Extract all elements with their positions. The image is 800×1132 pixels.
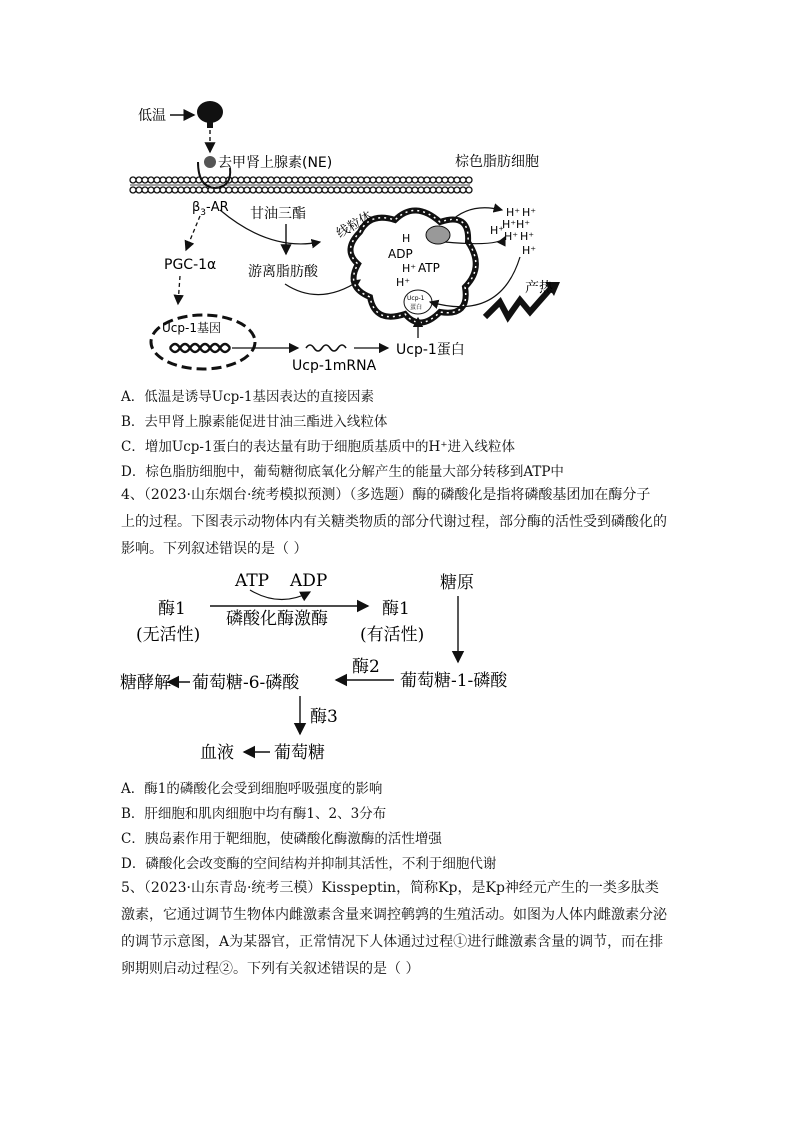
triglyceride-label: 甘油三酯 bbox=[250, 206, 306, 222]
ucp-small-label: Ucp-1 bbox=[407, 295, 425, 302]
h-ion-label: H⁺ bbox=[402, 262, 417, 275]
glycolysis-label: 糖酵解 bbox=[120, 673, 171, 693]
svg-text:H⁺: H⁺ bbox=[516, 218, 531, 231]
low-temp-label: 低温 bbox=[138, 108, 166, 124]
ne-label: 去甲肾上腺素(NE) bbox=[218, 155, 333, 171]
q4-option-b: B．肝细胞和肌肉细胞中均有酶1、2、3分布 bbox=[121, 806, 387, 822]
svg-text:H⁺: H⁺ bbox=[522, 244, 537, 257]
q3-option-a: A．低温是诱导Ucp-1基因表达的直接因素 bbox=[121, 389, 374, 405]
ucp-small-label: 蛋白 bbox=[410, 304, 423, 311]
cell-membrane bbox=[130, 177, 472, 193]
adp-label: ADP bbox=[388, 247, 413, 261]
h-ion-label: H⁺ bbox=[396, 276, 411, 289]
q4-stem bbox=[121, 482, 691, 563]
svg-text:H⁺: H⁺ bbox=[506, 206, 521, 219]
q5-line: 5、（2023·山东青岛·统考三模）Kisspeptin，简称Kp，是Kp神经元产生的一类多肽类 bbox=[121, 880, 659, 896]
glycogen-label: 糖原 bbox=[440, 573, 474, 593]
svg-text:H⁺: H⁺ bbox=[502, 218, 517, 231]
dna-icon bbox=[170, 344, 230, 352]
glycogen-metabolism-diagram bbox=[120, 566, 540, 776]
cell-label: 棕色脂肪细胞 bbox=[455, 154, 539, 170]
q4-line: 4、（2023·山东烟台·统考模拟预测）（多选题）酶的磷酸化是指将磷酸基团加在酶分子 bbox=[121, 487, 651, 503]
inactive-label: (无活性) bbox=[136, 625, 201, 645]
enzyme1-active-label: 酶1 bbox=[382, 599, 410, 619]
g1p-label: 葡萄糖-1-磷酸 bbox=[400, 671, 508, 691]
ffa-label: 游离脂肪酸 bbox=[248, 264, 318, 280]
q5-line: 的调节示意图，A为某器官，正常情况下人体通过过程①进行雌激素含量的调节，而在排 bbox=[121, 934, 664, 950]
enzyme1-inactive-label: 酶1 bbox=[158, 599, 186, 619]
proton-cluster bbox=[490, 206, 536, 257]
enzyme2-label: 酶2 bbox=[352, 657, 380, 677]
h-ion-label: H bbox=[402, 232, 411, 245]
q3-option-c: C．增加Ucp-1蛋白的表达量有助于细胞质基质中的H⁺进入线粒体 bbox=[121, 439, 515, 455]
g6p-label: 葡萄糖-6-磷酸 bbox=[192, 673, 300, 693]
svg-text:H⁺: H⁺ bbox=[504, 230, 519, 243]
kinase-label: 磷酸化酶激酶 bbox=[226, 609, 328, 629]
q4-line: 上的过程。下图表示动物体内有关糖类物质的部分代谢过程，部分酶的活性受到磷酸化的 bbox=[121, 514, 667, 530]
enzyme3-label: 酶3 bbox=[310, 707, 338, 727]
atp-label: ATP bbox=[418, 261, 440, 275]
q4-option-a: A．酶1的磷酸化会受到细胞呼吸强度的影响 bbox=[121, 781, 383, 797]
q4-option-c: C．胰岛素作用于靶细胞，使磷酸化酶激酶的活性增强 bbox=[121, 831, 442, 847]
mrna-icon bbox=[306, 345, 346, 351]
brown-fat-cell-diagram bbox=[120, 92, 590, 377]
receptor-label: $\beta_3-AR$ bbox=[192, 200, 229, 218]
q3-option-b: B．去甲肾上腺素能促进甘油三酯进入线粒体 bbox=[121, 414, 388, 430]
svg-text:H⁺: H⁺ bbox=[522, 206, 537, 219]
q5-line: 激素，它通过调节生物体内雌激素含量来调控鹌鹑的生殖活动。如图为人体内雌激素分泌 bbox=[121, 907, 667, 923]
atp-label: ATP bbox=[235, 571, 270, 591]
glucose-label: 葡萄糖 bbox=[274, 743, 325, 763]
brain-icon bbox=[197, 101, 223, 128]
svg-text:H⁺: H⁺ bbox=[490, 224, 505, 237]
atp-synthase-icon bbox=[426, 226, 450, 244]
heat-label: 产热 bbox=[525, 280, 553, 296]
mito-label: 线粒体 bbox=[334, 208, 376, 242]
svg-text:H⁺: H⁺ bbox=[520, 230, 535, 243]
q4-option-d: D．磷酸化会改变酶的空间结构并抑制其活性，不利于细胞代谢 bbox=[121, 856, 497, 872]
q5-stem bbox=[121, 875, 691, 983]
q5-line: 卵期则启动过程②。下列有关叙述错误的是（ ） bbox=[121, 961, 420, 977]
ucp-protein-label: Ucp-1蛋白 bbox=[396, 342, 465, 358]
pgc-label: PGC-1α bbox=[164, 257, 217, 273]
mrna-label: Ucp-1mRNA bbox=[292, 358, 377, 374]
active-label: (有活性) bbox=[360, 625, 425, 645]
blood-label: 血液 bbox=[200, 743, 234, 763]
q3-option-d: D．棕色脂肪细胞中，葡萄糖彻底氧化分解产生的能量大部分转移到ATP中 bbox=[121, 464, 564, 480]
ucp-gene-label: Ucp-1基因 bbox=[162, 321, 221, 335]
adp-label: ADP bbox=[290, 571, 328, 591]
q4-line: 影响。下列叙述错误的是（ ） bbox=[121, 541, 308, 557]
ne-molecule-icon bbox=[204, 156, 216, 168]
